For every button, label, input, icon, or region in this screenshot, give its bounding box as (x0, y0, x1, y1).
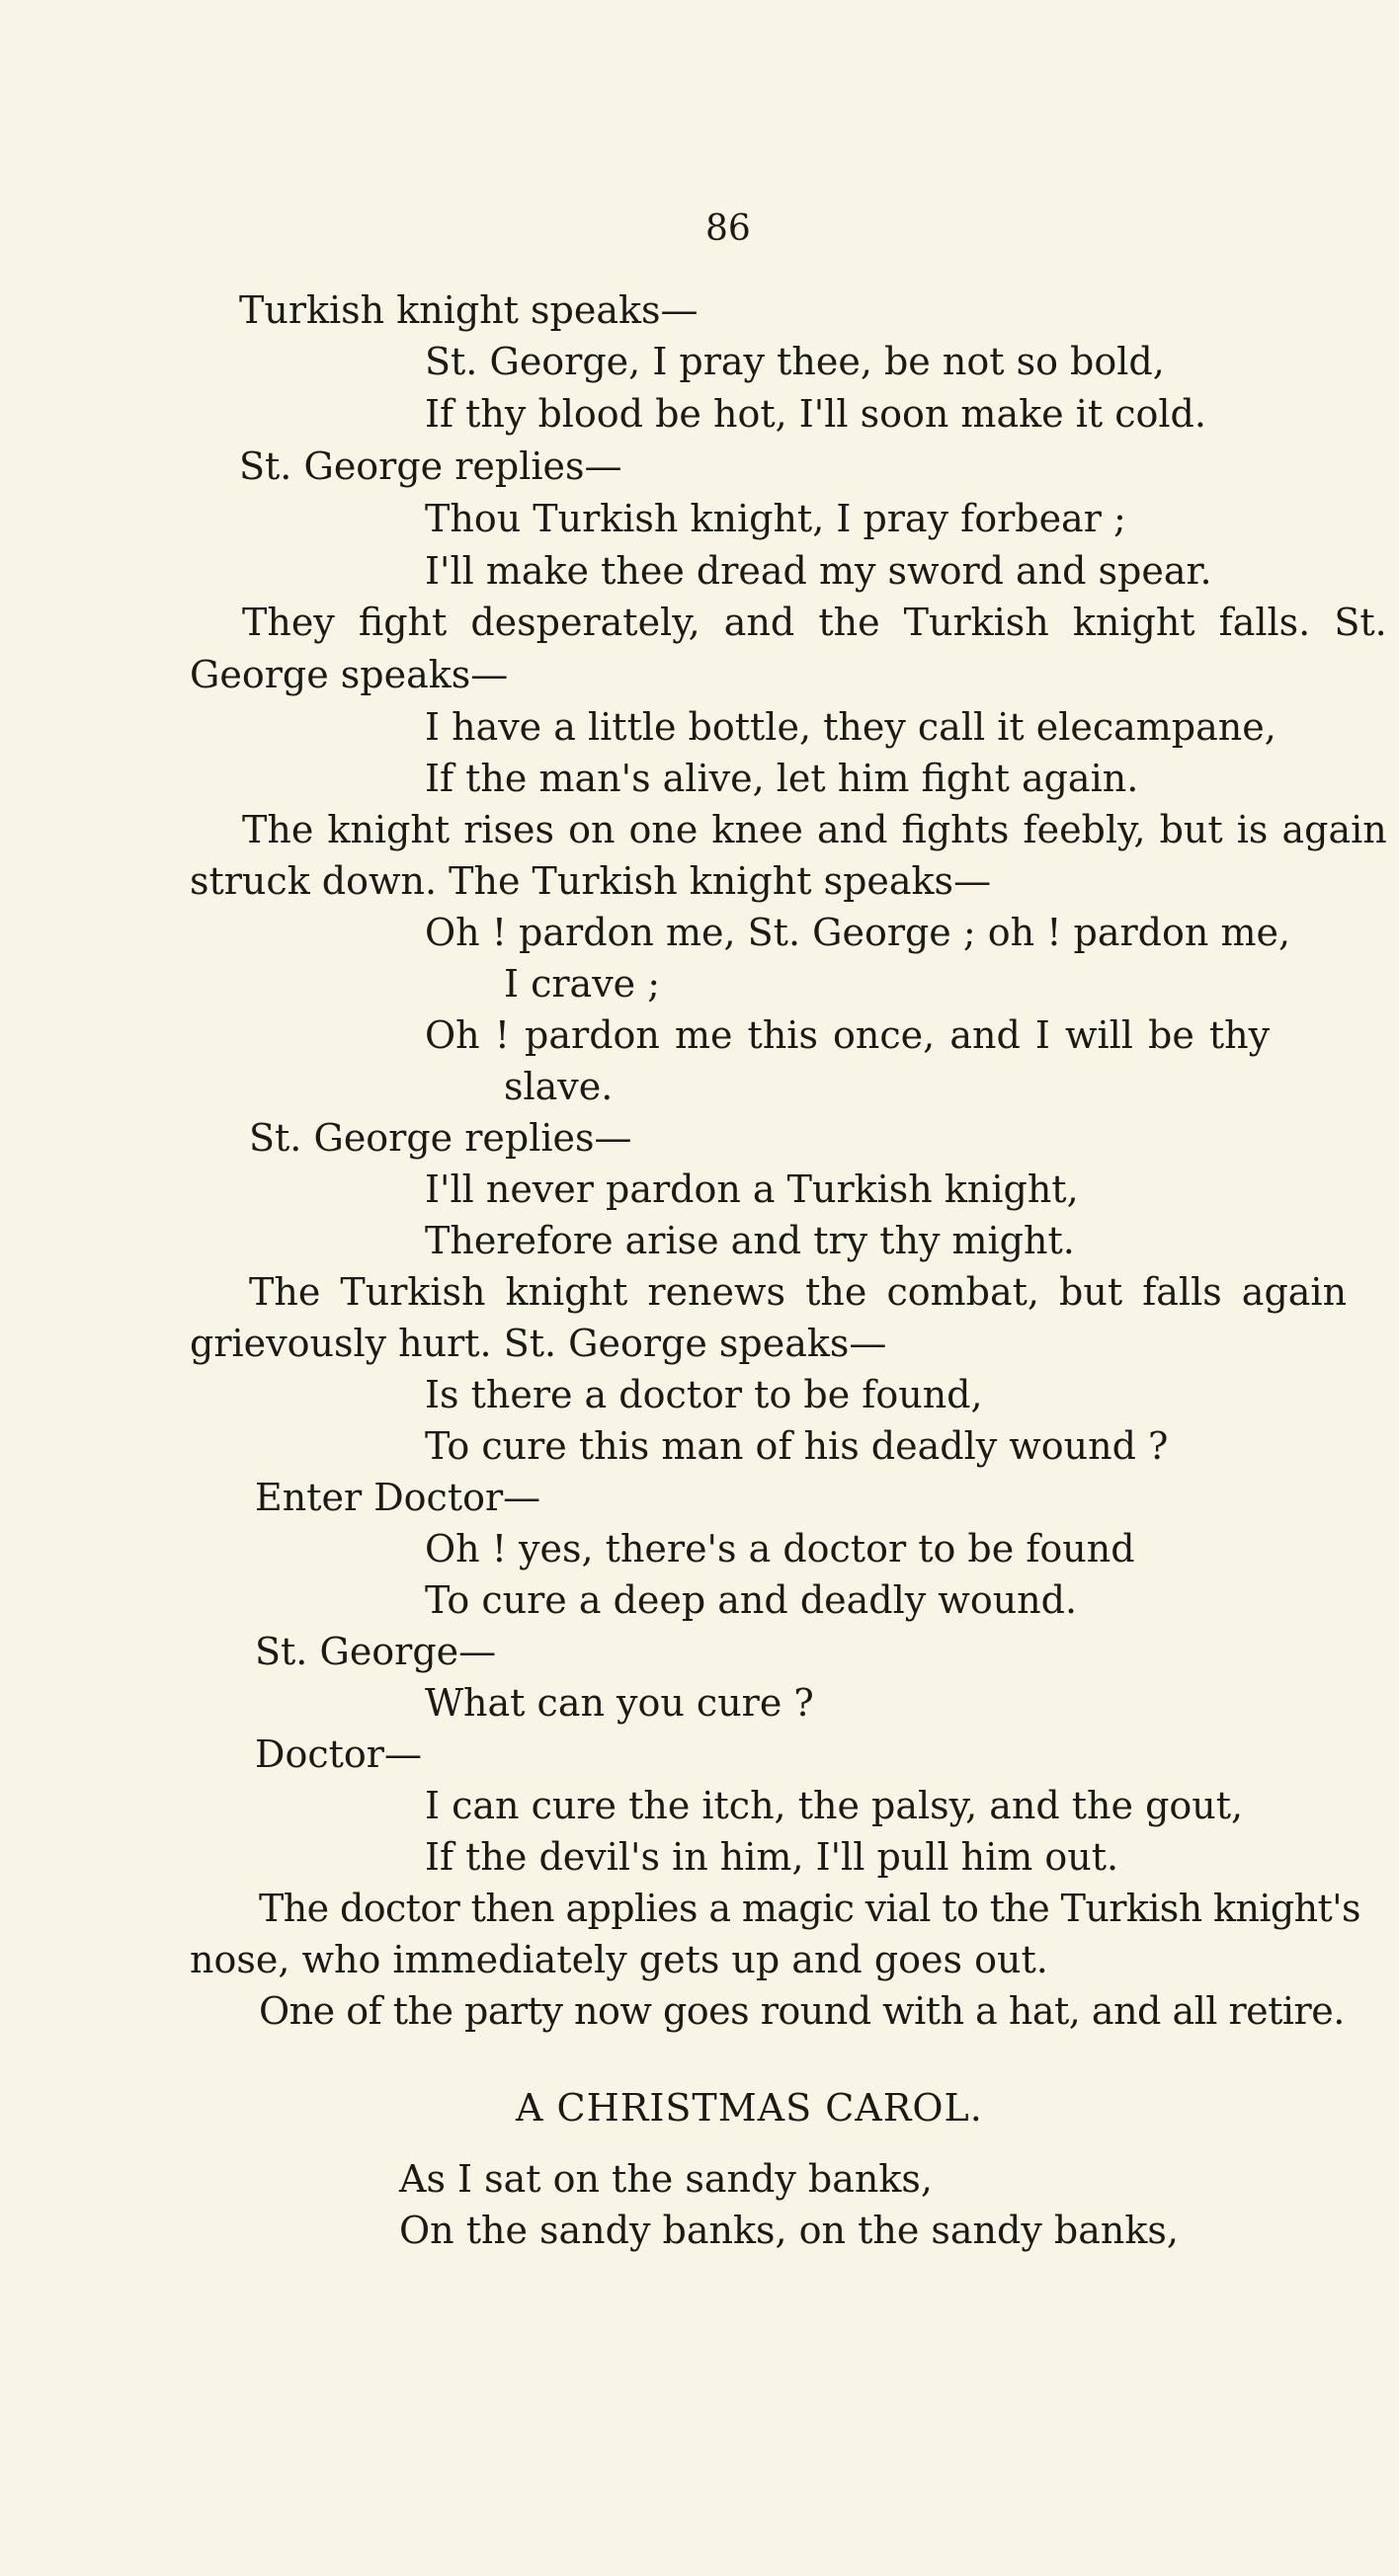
verse-line: slave. (504, 1065, 614, 1108)
prose-line: The knight rises on one knee and fights feebly, but is again (242, 808, 1387, 851)
prose-line: The doctor then applies a magic vial to the Turkish knight's (259, 1887, 1360, 1930)
prose-line: nose, who immediately gets up and goes out. (190, 1938, 1048, 1981)
prose-line: One of the party now goes round with a hat, and all retire. (259, 1989, 1345, 2033)
stage-direction: St. George replies— (249, 1116, 632, 1160)
verse-line: I can cure the itch, the palsy, and the gout, (425, 1784, 1244, 1827)
prose-line: They fight desperately, and the Turkish knight falls. St. (242, 601, 1387, 644)
stage-direction: Enter Doctor— (255, 1476, 541, 1519)
verse-line: What can you cure ? (425, 1681, 814, 1725)
verse-line: If the man's alive, let him fight again. (425, 757, 1139, 800)
carol-title: A CHRISTMAS CAROL. (516, 2086, 983, 2130)
verse-line: Thou Turkish knight, I pray forbear ; (425, 497, 1126, 540)
stage-direction: St. George— (255, 1630, 497, 1673)
verse-line: Therefore arise and try thy might. (425, 1219, 1075, 1262)
stage-direction: Turkish knight speaks— (239, 288, 699, 332)
verse-line: If thy blood be hot, I'll soon make it cold. (425, 392, 1206, 436)
prose-line: George speaks— (190, 653, 509, 696)
prose-line: struck down. The Turkish knight speaks— (190, 859, 992, 903)
verse-line: Oh ! pardon me, St. George ; oh ! pardon me, (425, 911, 1291, 954)
stage-direction: St. George replies— (239, 444, 622, 488)
stage-direction: Doctor— (255, 1732, 422, 1776)
verse-line: I crave ; (504, 962, 661, 1006)
verse-line: To cure this man of his deadly wound ? (425, 1424, 1169, 1468)
verse-line: To cure a deep and deadly wound. (425, 1578, 1078, 1622)
page-number: 86 (705, 208, 751, 249)
verse-line: If the devil's in him, I'll pull him out. (425, 1835, 1119, 1879)
verse-line: Is there a doctor to be found, (425, 1373, 983, 1416)
verse-line: I have a little bottle, they call it elecampane, (425, 705, 1276, 749)
verse-line: I'll never pardon a Turkish knight, (425, 1167, 1079, 1211)
carol-verse-line: On the sandy banks, on the sandy banks, (399, 2209, 1179, 2252)
verse-line: I'll make thee dread my sword and spear. (425, 549, 1212, 593)
verse-line: Oh ! pardon me this once, and I will be thy (425, 1013, 1271, 1057)
prose-line: grievously hurt. St. George speaks— (190, 1322, 887, 1365)
prose-line: The Turkish knight renews the combat, but falls again (249, 1270, 1348, 1314)
verse-line: St. George, I pray thee, be not so bold, (425, 340, 1165, 383)
carol-verse-line: As I sat on the sandy banks, (399, 2157, 933, 2201)
verse-line: Oh ! yes, there's a doctor to be found (425, 1527, 1135, 1570)
